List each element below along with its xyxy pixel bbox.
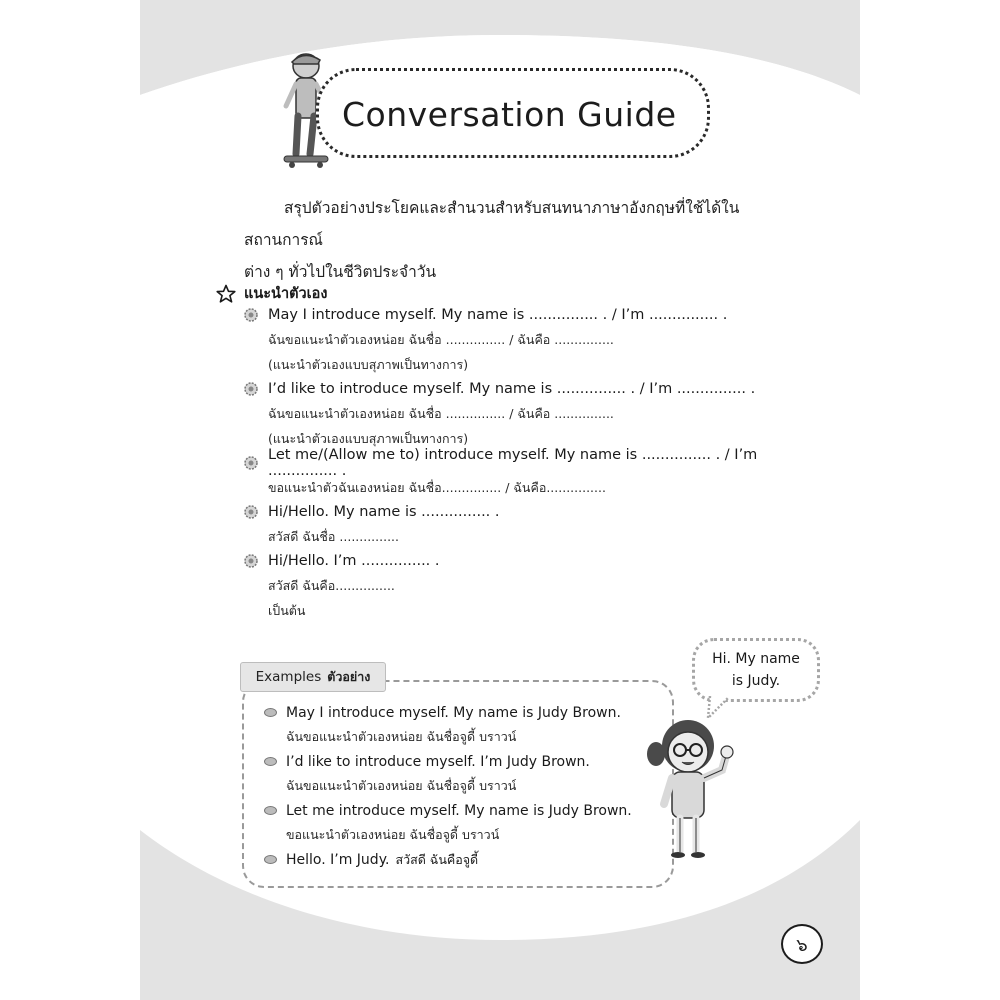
intro-line-1: สรุปตัวอย่างประโยคและสำนวนสำหรับสนทนาภาษาอังกฤษที่ใช้ได้ในสถานการณ์ <box>244 199 740 249</box>
intro-line-2: ต่าง ๆ ทั่วไปในชีวิตประจำวัน <box>244 263 437 281</box>
page <box>140 0 860 1000</box>
examples-tab-english: Examples <box>255 669 322 685</box>
example-english: May I introduce myself. My name is Judy Brown. <box>286 704 621 721</box>
phrase-note: (แนะนำตัวเองแบบสุภาพเป็นทางการ) <box>268 431 469 446</box>
example-item <box>264 749 664 798</box>
phrase-thai: สวัสดี ฉันชื่อ ............... <box>268 529 399 544</box>
phrase-item <box>244 377 824 451</box>
star-icon <box>216 284 236 304</box>
trailing-text: เป็นต้น <box>268 603 306 618</box>
gear-icon <box>244 308 258 322</box>
example-thai: ขอแนะนำตัวเองหน่อย ฉันชื่อจูดี้ บราวน์ <box>286 827 500 842</box>
girl-illustration <box>630 712 770 860</box>
phrase-item <box>244 500 824 549</box>
example-thai: ฉันขอแนะนำตัวเองหน่อย ฉันชื่อจูดี้ บราวน์ <box>286 729 517 744</box>
gear-icon <box>244 382 258 396</box>
intro-paragraph <box>244 192 814 288</box>
examples-tab <box>240 662 386 692</box>
example-english: I’d like to introduce myself. I’m Judy Brown. <box>286 753 590 770</box>
phrase-item <box>244 447 824 500</box>
bullet-icon <box>264 708 277 717</box>
example-english: Let me introduce myself. My name is Judy Brown. <box>286 802 632 819</box>
example-item <box>264 847 664 872</box>
example-item <box>264 700 664 749</box>
gear-icon <box>244 554 258 568</box>
phrase-list <box>244 303 824 623</box>
bullet-icon <box>264 806 277 815</box>
bubble-line-2: is Judy. <box>731 673 781 689</box>
gear-icon <box>244 456 258 470</box>
gear-icon <box>244 505 258 519</box>
examples-tab-thai: ตัวอย่าง <box>327 669 371 684</box>
phrase-thai: ฉันขอแนะนำตัวเองหน่อย ฉันชื่อ ............... / ฉันคือ ............... <box>268 406 614 421</box>
example-thai: ฉันขอแนะนำตัวเองหน่อย ฉันชื่อจูดี้ บราวน์ <box>286 778 517 793</box>
phrase-thai: ขอแนะนำตัวฉันเองหน่อย ฉันชื่อ............... / ฉันคือ............... <box>268 480 606 495</box>
example-english: Hello. I’m Judy. <box>286 851 390 868</box>
phrase-english: Hi/Hello. I’m ............... . <box>268 553 440 569</box>
example-thai: สวัสดี ฉันคือจูดี้ <box>395 851 479 867</box>
page-number: ๖ <box>781 924 823 964</box>
bubble-line-1: Hi. My name <box>712 651 800 667</box>
phrase-english: Hi/Hello. My name is ............... . <box>268 504 500 520</box>
phrase-english: I’d like to introduce myself. My name is ............... . / I’m ............... . <box>268 381 756 397</box>
example-item <box>264 798 664 847</box>
speech-bubble <box>692 638 820 702</box>
phrase-item <box>244 549 824 598</box>
section-heading <box>216 282 327 305</box>
bullet-icon <box>264 855 277 864</box>
phrase-thai: ฉันขอแนะนำตัวเองหน่อย ฉันชื่อ ............... / ฉันคือ ............... <box>268 332 614 347</box>
bullet-icon <box>264 757 277 766</box>
phrase-thai: สวัสดี ฉันคือ............... <box>268 578 395 593</box>
page-title: Conversation Guide <box>342 95 677 134</box>
phrase-english: Let me/(Allow me to) introduce myself. My name is ............... . / I’m ............... . <box>268 447 758 479</box>
phrase-item <box>244 303 824 377</box>
section-heading-text: แนะนำตัวเอง <box>244 286 328 302</box>
examples-list <box>264 700 664 872</box>
phrase-english: May I introduce myself. My name is ............... . / I’m ............... . <box>268 307 728 323</box>
phrase-note: (แนะนำตัวเองแบบสุภาพเป็นทางการ) <box>268 357 469 372</box>
